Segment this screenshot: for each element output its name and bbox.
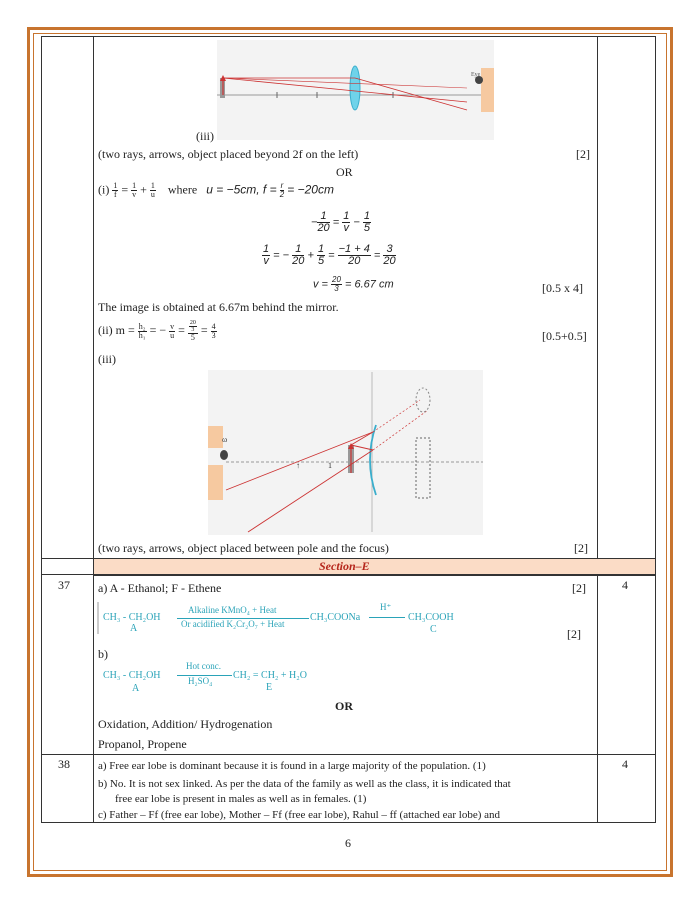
- svg-text:1: 1: [328, 461, 332, 470]
- table-col-divider-1: [93, 36, 94, 823]
- reaction-1-cond-bottom: Or acidified K₂Cr₂O₇ + Heat: [181, 619, 285, 629]
- eq4-result: = 6.67 cm: [345, 278, 394, 291]
- eq1-values: u = −5cm, f =: [206, 182, 277, 197]
- reaction-2-label-a: A: [132, 683, 140, 694]
- eq3-rhs-den: 20: [348, 255, 361, 267]
- svg-text:Eye: Eye: [471, 72, 481, 78]
- q37-number: 37: [58, 578, 70, 592]
- note-2: (two rays, arrows, object placed between pole and the focus): [98, 541, 389, 555]
- table-row-divider-2: [41, 574, 656, 575]
- reaction-2-cond-bottom: H₂SO₄: [188, 676, 213, 686]
- reaction-1-product-1: CH₃COONa: [310, 612, 361, 623]
- q37-part-a: a) A - Ethanol; F - Ethene: [98, 581, 222, 595]
- mark-3: [0.5+0.5]: [542, 329, 587, 343]
- reaction-1-reactant: CH₃ - CH₂OH: [103, 612, 161, 623]
- reaction-2-cond-top: Hot conc.: [186, 661, 221, 671]
- reaction-1-label-c: C: [430, 624, 437, 635]
- q37-line-1: Oxidation, Addition/ Hydrogenation: [98, 717, 273, 731]
- reaction-2-label-e: E: [266, 682, 273, 693]
- reaction-1-cond-top: Alkaline KMnO₄ + Heat: [188, 605, 277, 615]
- page-number: 6: [345, 836, 351, 850]
- eq1-prefix: (i): [98, 182, 110, 197]
- mark-4: [2]: [574, 541, 588, 555]
- mark-2: [0.5 x 4]: [542, 281, 583, 295]
- section-title: Section–E: [319, 559, 370, 573]
- reaction-1-bracket: [97, 602, 99, 634]
- eq1-where: where: [167, 182, 198, 197]
- svg-text:ω: ω: [222, 435, 228, 444]
- table-col-divider-2: [597, 36, 598, 823]
- equation-2: − $\frac{1}{20}$ = $\frac{1}{v}$ − $\frac{1}{5}$: [311, 210, 371, 234]
- eq1-result: = −20cm: [287, 182, 334, 197]
- equation-3: $\frac{1}{v}$ = − $\frac{1}{20}$ + $\frac{1}{5}$ = $\frac{-1 + 4}{20}$ = $\frac{3}{20}$: [263, 243, 396, 267]
- eq2-lhs: −: [311, 216, 318, 229]
- note-1: (two rays, arrows, object placed beyond 2f on the left): [98, 147, 359, 161]
- equation-5: (ii) m = $\frac{\text{h₂}}{\text{h₁}}$ = − $\frac{v}{u}$ = $\frac{\frac{20}{3}}{5}$ = $\frac{4}{3}$: [98, 320, 216, 342]
- equation-1: (i) $\frac{1}{f}$ = $\frac{1}{v}$ + $\frac{1}{u}$ where u = −5cm, f = $\frac{r}{2}$ = −20cm: [98, 181, 334, 199]
- reaction-1-cond-2: H⁺: [380, 602, 392, 612]
- eq3-res-den: 20: [383, 255, 396, 267]
- q38-part-a: a) Free ear lobe is dominant because it is found in a large majority of the population. (1): [98, 760, 486, 772]
- q38-number: 38: [58, 757, 70, 771]
- or-1: OR: [336, 165, 353, 179]
- table-row-divider-3: [41, 754, 656, 755]
- reaction-1-label-a: A: [130, 623, 138, 634]
- reaction-2-reactant: CH₃ - CH₂OH: [103, 670, 161, 681]
- q38-part-b-line-1: b) No. It is not sex linked. As per the data of the family as well as the class, it is indicated that: [98, 778, 511, 790]
- eq4-v: v =: [313, 278, 328, 291]
- q37-marks: 4: [622, 578, 628, 592]
- mirror-ray-diagram-2: [208, 370, 483, 535]
- reaction-1-mark: [2]: [567, 627, 581, 641]
- q37-part-a-mark: [2]: [572, 581, 586, 595]
- q38-part-b-line-2: free ear lobe is present in males as well as in females. (1): [115, 793, 367, 805]
- eq5-prefix: (ii) m =: [98, 322, 135, 337]
- equation-4: v = $\frac{20}{3}$ = 6.67 cm: [313, 275, 394, 293]
- q37-line-2: Propanol, Propene: [98, 737, 187, 751]
- q38-part-c: c) Father – Ff (free ear lobe), Mother – Ff (free ear lobe), Rahul – ff (attached ear lobe) and: [98, 809, 501, 821]
- diagram-2-label: (iii): [98, 352, 116, 366]
- reaction-1-arrow-2: [369, 617, 405, 618]
- diagram-1-label: (iii): [196, 129, 214, 143]
- reaction-2-product: CH₂ = CH₂ + H₂O: [233, 670, 307, 681]
- q38-marks: 4: [622, 757, 628, 771]
- image-statement: The image is obtained at 6.67m behind the mirror.: [98, 300, 339, 314]
- lens-ray-diagram-1: [217, 40, 494, 140]
- q37-part-b: b): [98, 647, 108, 661]
- eq3-rhs-num: −1 + 4: [338, 243, 370, 255]
- mark-1: [2]: [576, 147, 590, 161]
- svg-text:↑: ↑: [296, 461, 300, 470]
- eq3-res-num: 3: [383, 244, 395, 256]
- reaction-1-product-2: CH₃COOH: [408, 612, 454, 623]
- q37-or: OR: [335, 699, 353, 713]
